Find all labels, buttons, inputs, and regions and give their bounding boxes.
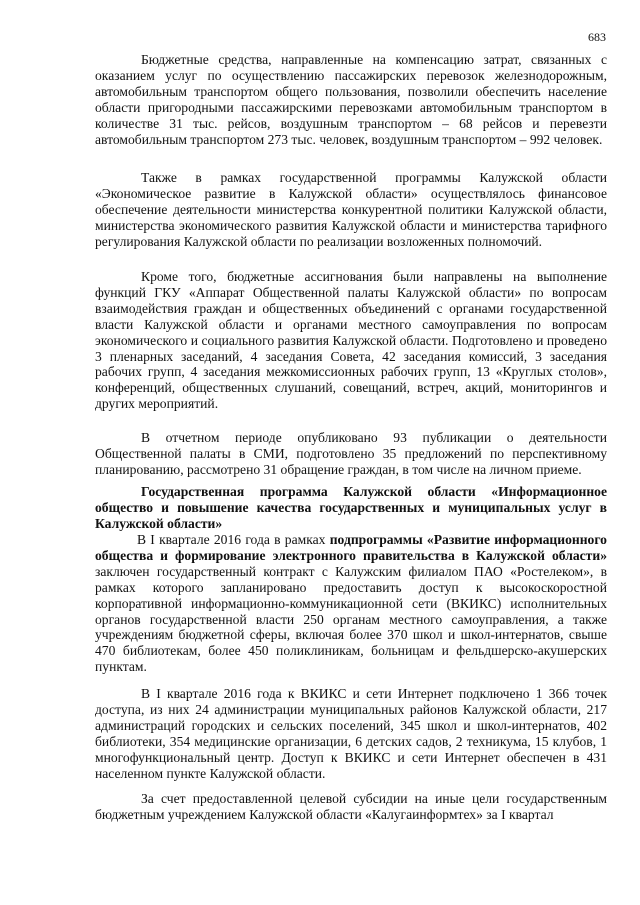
paragraph-subprogram-contract xyxy=(95,532,607,675)
subprogram-title: подпрограммы «Развитие информационного общества и формирование электронного правительства в Калужской области» xyxy=(95,532,607,563)
section-heading-information-society: Государственная программа Калужской области «Информационное общество и повышение качества государственных и муниципальных услуг в Калужской области» xyxy=(95,484,607,531)
paragraph-transport-compensation: Бюджетные средства, направленные на компенсацию затрат, связанных с оказанием услуг по осуществлению пассажирских перевозок железнодорожным, автомобильным транспортом общего пользования, позволили обеспечить население области пригородными пассажирскими перевозками автомобильным транспортом в количестве 31 тыс. рейсов, воздушным транспортом – 68 рейсов и перевезти автомобильным транспортом 273 тыс. человек, воздушным транспортом – 992 человек. xyxy=(95,52,607,147)
paragraph-public-chamber-publications: В отчетном периоде опубликовано 93 публикации о деятельности Общественной палаты в СМИ, подготовлено 35 предложений по перспективному планированию, рассмотрено 31 обращение граждан, в том числе на личном приеме. xyxy=(95,430,607,477)
paragraph-public-chamber-functions: Кроме того, бюджетные ассигнования были направлены на выполнение функций ГКУ «Аппарат Общественной палаты Калужской области» по вопросам взаимодействия граждан и общественных объединений с органами государственной власти Калужской области и органами местного самоуправления по вопросам экономического и социального развития Калужской области. Подготовлено и проведено 3 пленарных заседаний, 4 заседания Совета, 42 заседания комиссий, 3 заседания рабочих групп, 4 заседания межкомиссионных рабочих групп, 13 «Круглых столов», конференций, общественных слушаний, совещаний, встреч, акций, мониторингов и других мероприятий. xyxy=(95,269,607,412)
paragraph-economic-development: Также в рамках государственной программы Калужской области «Экономическое развитие в Калужской области» осуществлялось финансовое обеспечение деятельности министерства конкурентной политики Калужской области, министерства экономического развития Калужской области и министерства тарифного регулирования Калужской области по реализации возложенных полномочий. xyxy=(95,170,607,249)
paragraph-access-points: В I квартале 2016 года к ВКИКС и сети Интернет подключено 1 366 точек доступа, из них 24 администрации муниципальных районов Калужской области, 217 администраций городских и сельских поселений, 345 школ и школ-интернатов, 402 библиотеки, 354 медицинские организации, 6 детских садов, 2 техникума, 15 клубов, 1 многофункциональный центр. Доступ к ВКИКС и сети Интернет обеспечен в 431 населенном пункте Калужской области. xyxy=(95,686,607,781)
paragraph-lead-text: В I квартале 2016 года в рамках xyxy=(137,532,330,547)
paragraph-body-text: заключен государственный контракт с Калужским филиалом ПАО «Ростелеком», в рамках которого запланировано предоставить доступ к высокоскоростной корпоративной информационно-коммуникационной сети (ВКИКС) исполнительных органов государственной власти 250 органам местного самоуправления, а также учреждениям бюджетной сферы, включая более 370 школ и школ-интернатов, свыше 470 библиотекам, более 450 поликлиникам, больницам и фельдшерско-акушерских пунктам. xyxy=(95,563,607,675)
page-number: 683 xyxy=(588,30,606,44)
paragraph-subsidy: За счет предоставленной целевой субсидии на иные цели государственным бюджетным учреждением Калужской области «Калугаинформтех» за I квартал xyxy=(95,791,607,822)
